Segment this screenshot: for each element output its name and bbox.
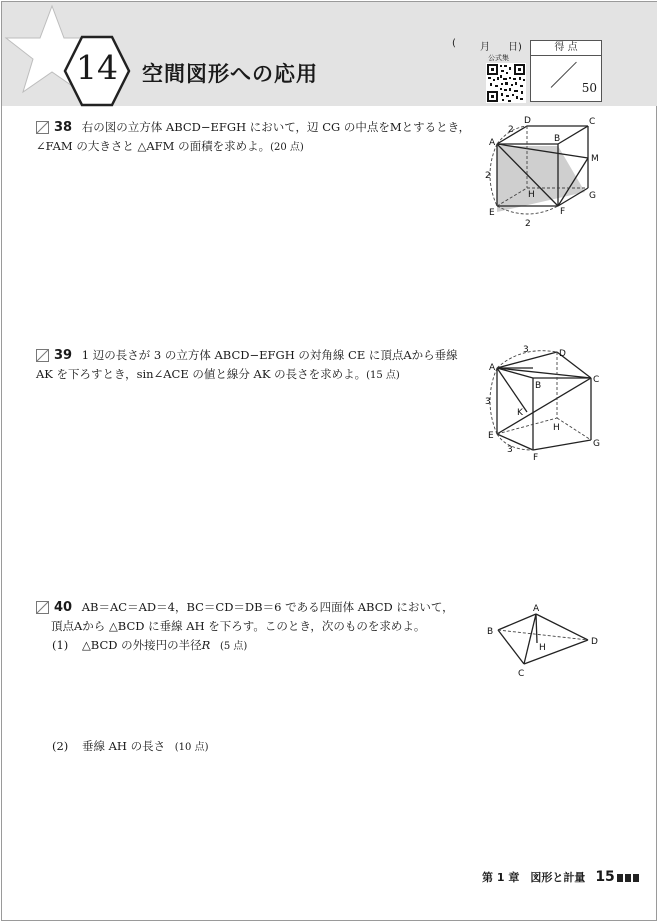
fig38-label-d: D: [524, 116, 531, 126]
fig40-label-a: A: [533, 604, 540, 614]
problem-39: [36, 346, 458, 385]
fig40-label-c: C: [518, 669, 525, 679]
checkbox-icon[interactable]: [36, 121, 49, 134]
problem-points: (15 点): [366, 370, 400, 381]
subproblem-variable: R: [201, 638, 211, 652]
page-title: 空間図形への応用: [142, 62, 318, 86]
problem-number: 38: [36, 118, 72, 137]
fig38-label-f: F: [560, 207, 566, 217]
fig38-label-g: G: [589, 191, 596, 201]
problem-text-line1: AB＝AC＝AD＝4，BC＝CD＝DB＝6 である四面体 ABCD において，: [81, 600, 454, 614]
subproblem-text: △BCD の外接円の半径: [81, 638, 202, 652]
subproblem-2: [52, 738, 208, 754]
problem-number: 39: [36, 346, 72, 365]
cube-figure-39: [483, 342, 613, 466]
problem-text-line2: 頂点Aから △BCD に垂線 AH を下ろす。このとき，次のものを求めよ。: [51, 619, 426, 633]
fig40-label-d: D: [591, 637, 598, 647]
page-bars-icon: [617, 874, 639, 882]
problem-number: 40: [36, 598, 72, 617]
fig39-label-d: D: [559, 349, 566, 359]
fig39-label-g: G: [593, 439, 600, 449]
problem-text-line1: 1 辺の長さが 3 の立方体 ABCD−EFGH の対角線 CE に頂点Aから垂線: [81, 348, 458, 362]
qr-label: 公式集: [488, 54, 509, 62]
fig38-label-m: M: [591, 154, 599, 164]
fig39-label-k: K: [517, 408, 523, 418]
unit-number: 14: [76, 48, 118, 87]
problem-text-line2: ∠FAM の大きさと △AFM の面積を求めよ。: [36, 139, 271, 153]
fig39-len-bottom: 3: [507, 445, 513, 455]
problem-text-line2: AK を下ろすとき，sin∠ACE の値と線分 AK の長さを求めよ。: [36, 367, 367, 381]
fig38-len-left: 2: [485, 171, 491, 181]
subproblem-points: (10 点): [174, 742, 209, 753]
date-open: (: [452, 38, 456, 49]
fig38-label-c: C: [589, 117, 596, 127]
fig39-label-f: F: [533, 453, 539, 463]
problem-text-line1: 右の図の立方体 ABCD−EFGH において，辺 CG の中点をMとするとき，: [81, 120, 471, 134]
fig38-len-top: 2: [508, 125, 514, 135]
problem-points: (20 点): [270, 142, 304, 153]
score-box[interactable]: [530, 40, 602, 102]
subproblem-points: (5 点): [219, 641, 248, 652]
fig38-label-e: E: [489, 208, 495, 218]
cube-figure-38: [483, 114, 613, 234]
date-month: 月: [480, 42, 490, 53]
unit-number-badge: [62, 34, 132, 108]
fig38-label-b: B: [554, 134, 561, 144]
subproblem-1: [52, 637, 247, 653]
fig40-label-b: B: [487, 627, 494, 637]
subproblem-text: 垂線 AH の長さ: [81, 739, 166, 753]
fig39-label-b: B: [535, 381, 542, 391]
score-divider: [551, 62, 577, 88]
subproblem-number: (1): [52, 638, 69, 652]
date-day: 日): [508, 42, 522, 53]
fig40-label-h: H: [539, 643, 546, 653]
problem-38: [36, 118, 470, 157]
checkbox-icon[interactable]: [36, 349, 49, 362]
footer: [482, 869, 639, 885]
fig39-len-top: 3: [523, 345, 529, 355]
subproblem-number: (2): [52, 739, 69, 753]
checkbox-icon[interactable]: [36, 601, 49, 614]
fig38-label-a: A: [489, 138, 496, 148]
problem-40: [36, 598, 454, 636]
chapter-label: 第 1 章 図形と計量: [482, 871, 586, 884]
fig38-label-h: H: [528, 190, 535, 200]
fig39-label-c: C: [593, 375, 600, 385]
fig38-len-bottom: 2: [525, 219, 531, 229]
fig39-label-a: A: [489, 363, 496, 373]
score-max: 50: [581, 81, 597, 95]
score-label: 得 点: [531, 41, 601, 56]
fig39-label-h: H: [553, 423, 560, 433]
fig39-label-e: E: [488, 431, 494, 441]
page-number: 15: [595, 869, 615, 885]
qr-code-icon[interactable]: [486, 63, 526, 103]
fig39-len-left: 3: [485, 397, 491, 407]
tetrahedron-figure-40: [484, 600, 604, 680]
